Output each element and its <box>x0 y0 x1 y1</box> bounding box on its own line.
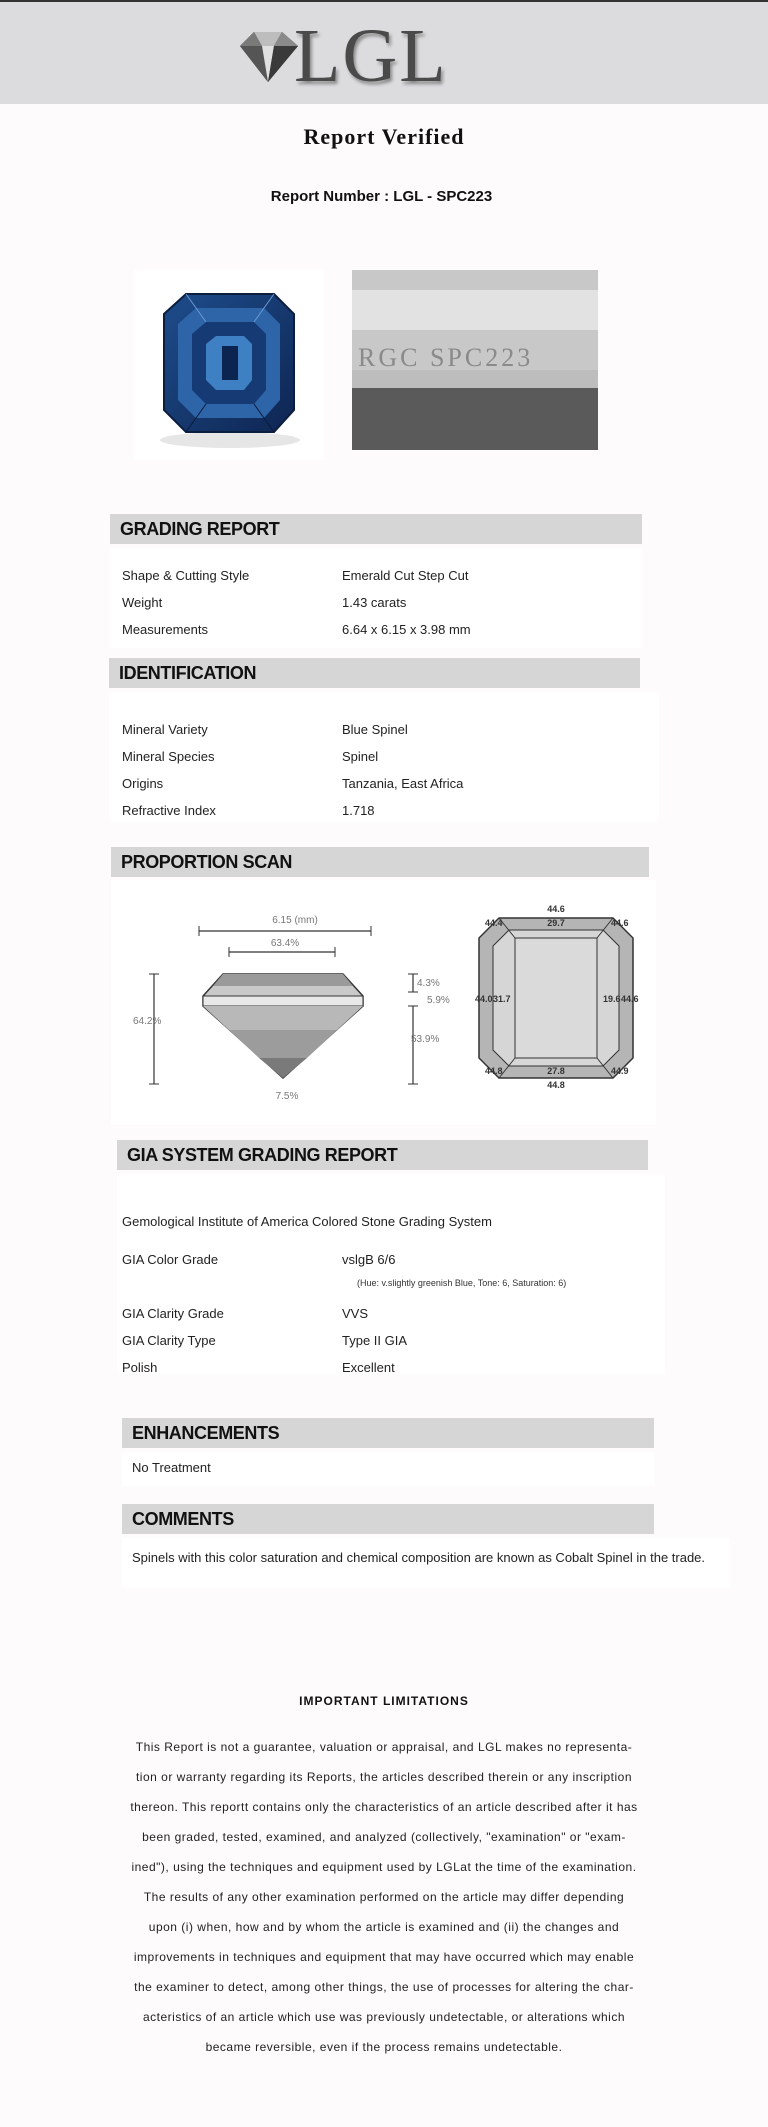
row-value: VVS <box>342 1306 369 1321</box>
enhancements-text: No Treatment <box>132 1460 211 1475</box>
left-inner-label: 31.7 <box>493 994 511 1004</box>
identification-header <box>109 658 640 688</box>
row-label: Origins <box>122 776 164 791</box>
bottom-outer-label: 44.8 <box>547 1080 565 1090</box>
grading-report-panel <box>110 548 642 648</box>
row-label: Mineral Variety <box>122 722 208 737</box>
top-view-diagram <box>471 888 641 1108</box>
lgl-logo[interactable] <box>232 16 492 96</box>
header-banner <box>0 2 768 104</box>
row-label: GIA Clarity Type <box>122 1333 216 1348</box>
section-title: COMMENTS <box>132 1509 234 1529</box>
identification-panel <box>109 692 659 822</box>
row-label: GIA Clarity Grade <box>122 1306 224 1321</box>
row-value: Excellent <box>342 1360 395 1375</box>
grading-report-header <box>110 514 642 544</box>
proportion-panel <box>111 880 656 1125</box>
comments-text: Spinels with this color saturation and chemical composition are known as Cobalt Spinel in the trade. <box>132 1550 706 1565</box>
culet-label: 7.5% <box>275 1091 299 1102</box>
gemstone-photo <box>134 270 324 460</box>
limitations-line: improvements in techniques and equipment that may have occurred which may enable <box>133 1950 635 1964</box>
row-value: vslgB 6/6 <box>342 1252 396 1267</box>
side-profile-diagram <box>117 888 450 1108</box>
row-label: Polish <box>122 1360 158 1375</box>
comments-header <box>122 1504 654 1534</box>
width-label: 6.15 (mm) <box>272 915 318 926</box>
limitations-line: upon (i) when, how and by whom the article is examined and (ii) the changes and <box>148 1920 620 1934</box>
top-outer-label: 44.6 <box>547 904 565 914</box>
limitations-text <box>118 1732 650 2062</box>
right-inner-label: 19.6 <box>603 994 621 1004</box>
comments-panel <box>122 1538 730 1588</box>
bottom-left-label: 44.8 <box>485 1066 503 1076</box>
proportion-scan-header <box>111 847 649 877</box>
section-title: ENHANCEMENTS <box>132 1423 280 1443</box>
top-left-label: 44.4 <box>485 918 503 928</box>
row-value: Spinel <box>342 749 379 764</box>
report-number-text: Report Number : LGL - SPC223 <box>270 188 493 205</box>
depth-label: 64.2% <box>133 1016 162 1027</box>
section-title: GRADING REPORT <box>120 519 280 539</box>
limitations-line: The results of any other examination performed on the article may differ depending <box>143 1890 625 1904</box>
row-value: Blue Spinel <box>342 722 408 737</box>
top-inner-label: 29.7 <box>547 918 565 928</box>
table-label: 63.4% <box>270 938 300 949</box>
row-label: GIA Color Grade <box>122 1252 219 1267</box>
limitations-line: ined"), using the techniques and equipment used by LGLat the time of the examination. <box>131 1860 637 1874</box>
row-value: 1.43 carats <box>342 595 407 610</box>
limitations-line: the examiner to detect, among other things, the use of processes for altering the char- <box>134 1980 634 1994</box>
enhancements-panel <box>122 1452 654 1486</box>
row-label: Measurements <box>122 622 208 637</box>
right-outer-label: 44.6 <box>621 994 639 1004</box>
row-label: Shape & Cutting Style <box>122 568 250 583</box>
girdle-inscription-photo <box>352 270 598 450</box>
row-value: 1.718 <box>342 803 375 818</box>
limitations-line: been graded, tested, examined, and analyzed (collectively, "examination" or "exam- <box>142 1830 626 1844</box>
enhancements-header <box>122 1418 654 1448</box>
row-label: Weight <box>122 595 163 610</box>
logo-text: LGL <box>294 14 448 98</box>
row-value: Tanzania, East Africa <box>342 776 464 791</box>
girdle-label: 5.9% <box>427 995 450 1006</box>
gia-subtitle: Gemological Institute of America Colored Stone Grading System <box>122 1214 492 1229</box>
row-label: Refractive Index <box>122 803 216 818</box>
top-right-label: 44.6 <box>611 918 629 928</box>
bottom-inner-label: 27.8 <box>547 1066 565 1076</box>
left-outer-label: 44.0 <box>475 994 493 1004</box>
row-value: Type II GIA <box>342 1333 408 1348</box>
limitations-line: thereon. This reportt contains only the characteristics of an article described after it has <box>130 1800 638 1814</box>
gia-report-header <box>117 1140 648 1170</box>
gia-color-note: (Hue: v.slightly greenish Blue, Tone: 6, Saturation: 6) <box>357 1278 567 1288</box>
report-number <box>0 188 768 205</box>
row-label: Mineral Species <box>122 749 215 764</box>
section-title: GIA SYSTEM GRADING REPORT <box>127 1145 398 1165</box>
inscription-text: RGC SPC223 <box>358 343 534 372</box>
section-title: IDENTIFICATION <box>119 663 257 683</box>
crown-label: 4.3% <box>417 978 440 989</box>
limitations-title: IMPORTANT LIMITATIONS <box>299 1694 469 1708</box>
limitations-line: tion or warranty regarding its Reports, the articles described therein or any inscription <box>135 1770 633 1784</box>
pavilion-label: 53.9% <box>411 1034 440 1045</box>
gia-panel <box>117 1174 665 1374</box>
limitations-line: became reversible, even if the process remains undetectable. <box>205 2040 563 2054</box>
bottom-right-label: 44.9 <box>611 1066 629 1076</box>
limitations-line: This Report is not a guarantee, valuation or appraisal, and LGL makes no representa- <box>135 1740 633 1754</box>
row-value: Emerald Cut Step Cut <box>342 568 469 583</box>
row-value: 6.64 x 6.15 x 3.98 mm <box>342 622 471 637</box>
section-title: PROPORTION SCAN <box>121 852 293 872</box>
page-title: Report Verified <box>303 124 465 149</box>
limitations-line: acteristics of an article which use was previously undetectable, or alterations which <box>142 2010 626 2024</box>
